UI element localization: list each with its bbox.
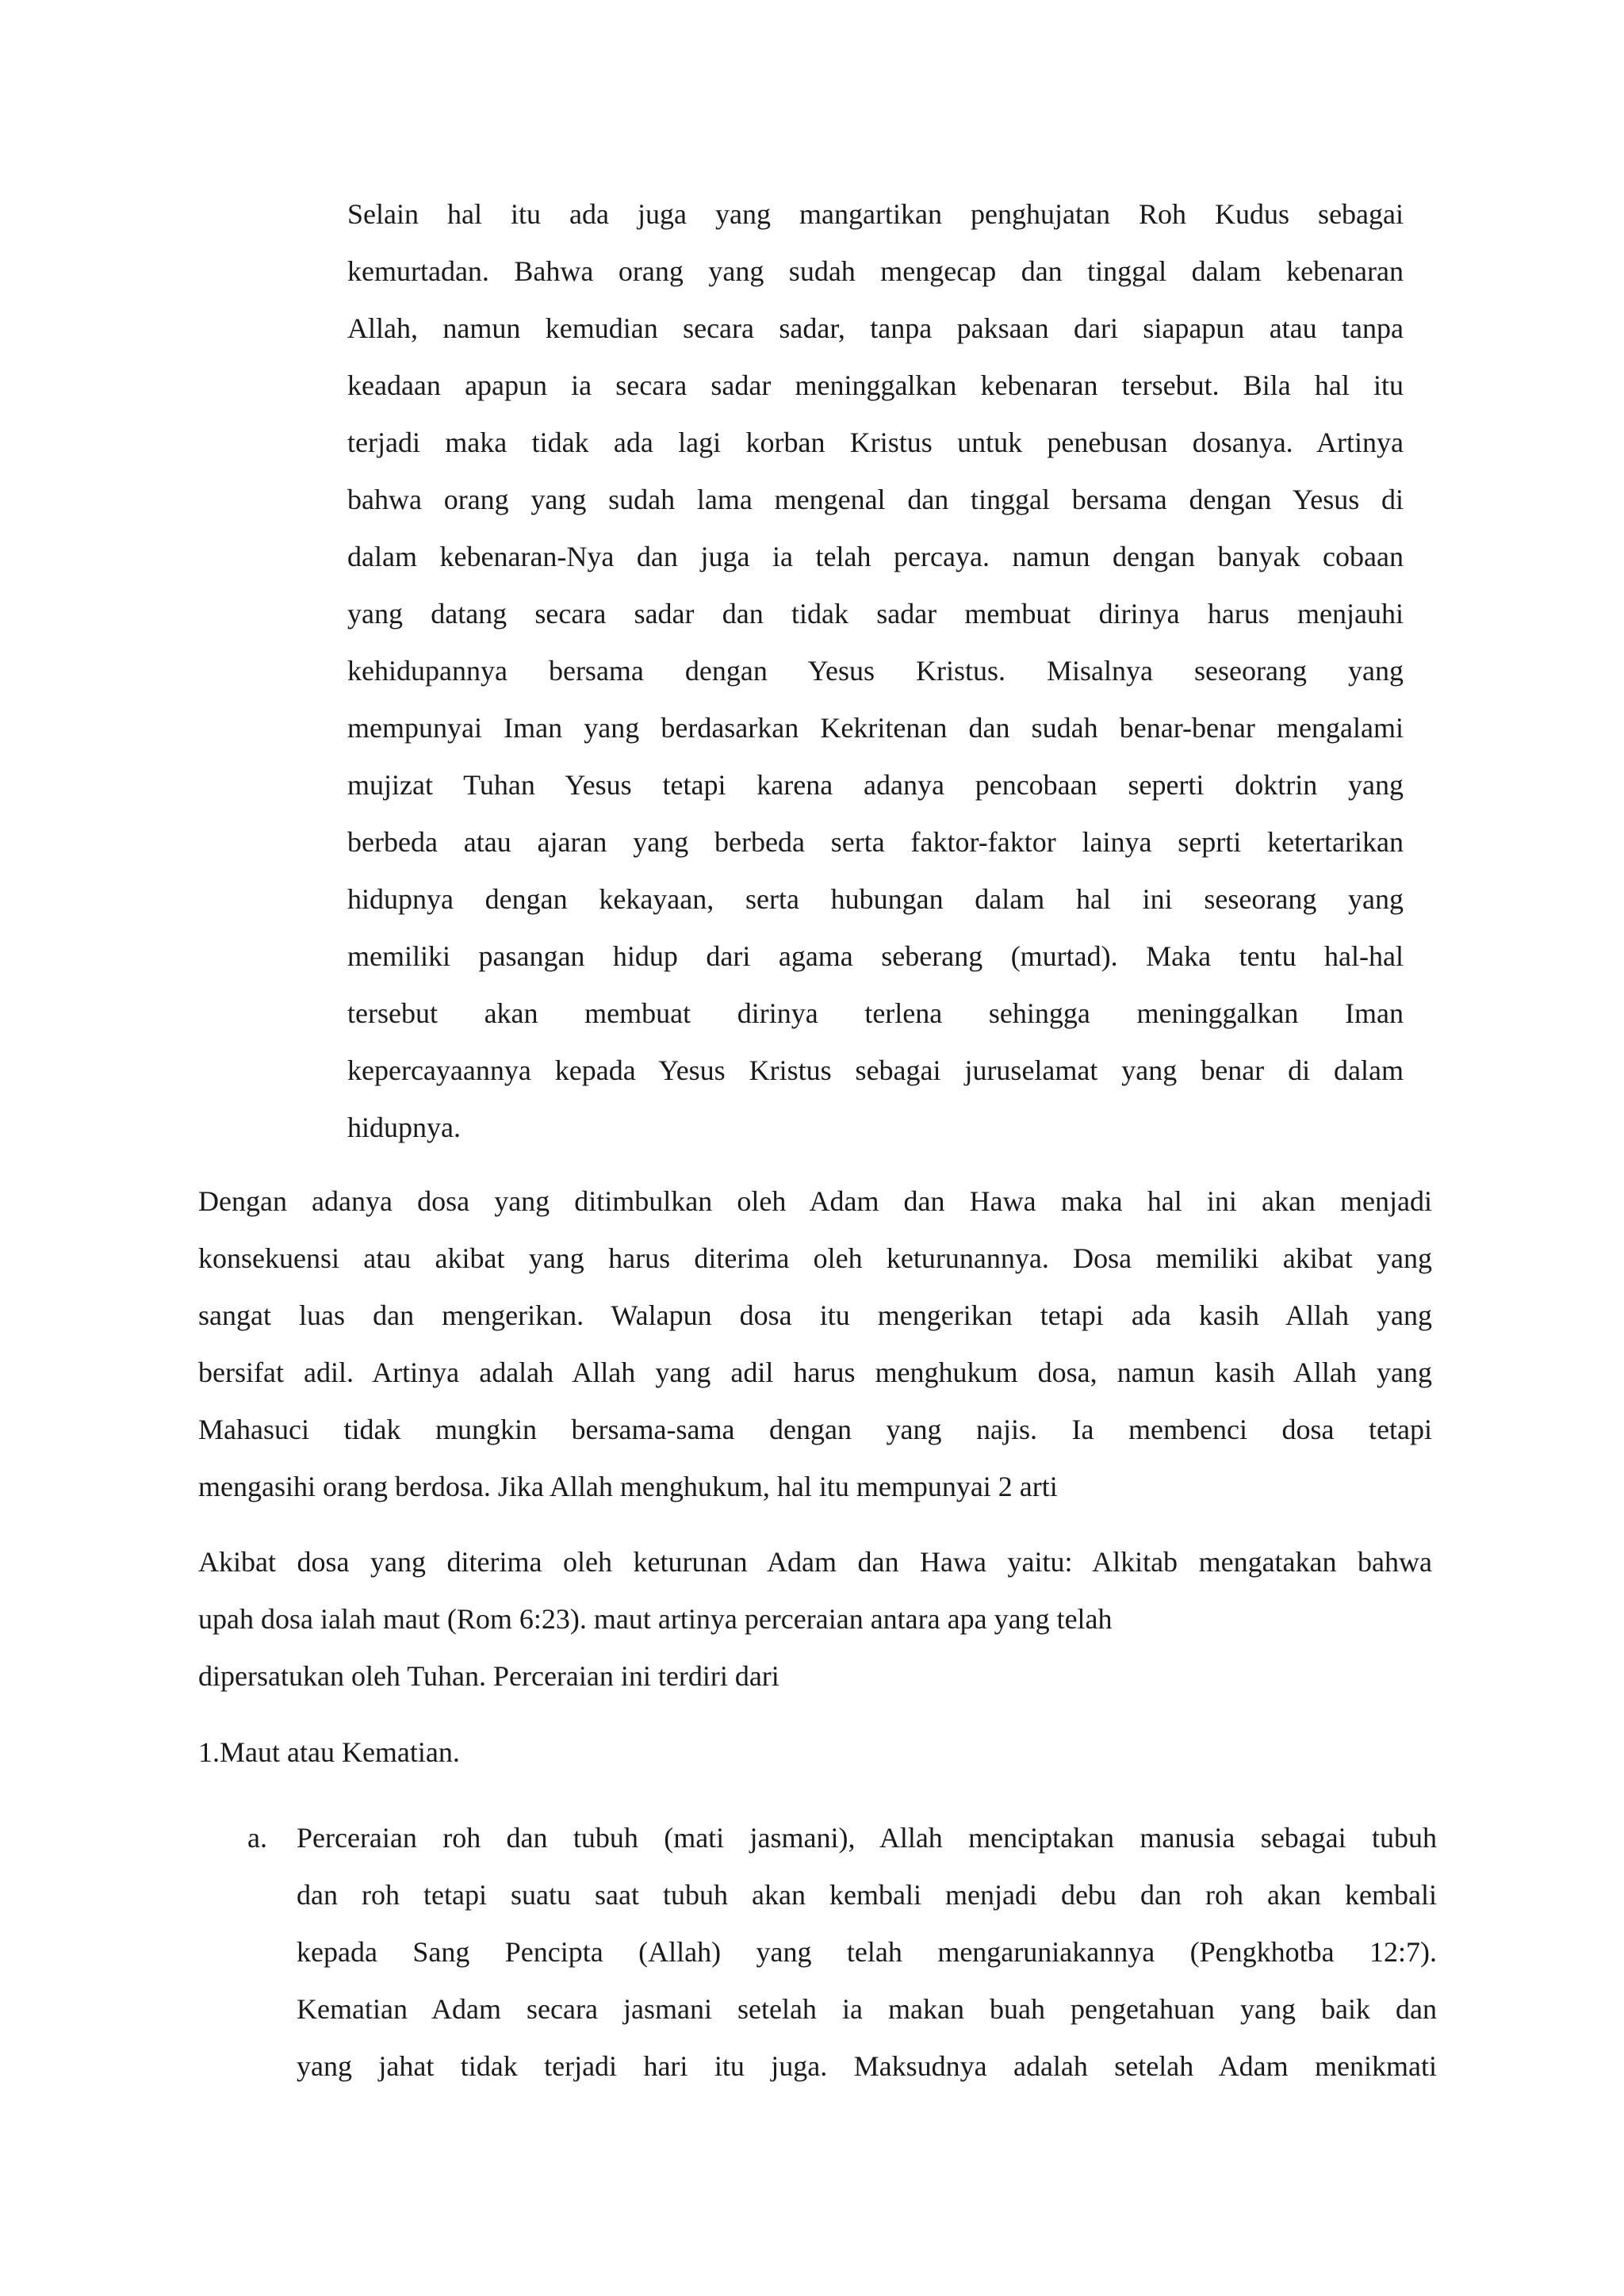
- paragraph-line: konsekuensi atau akibat yang harus diterima oleh keturunannya. Dosa memiliki akibat yang: [198, 1242, 1432, 1274]
- list-marker: a.: [247, 1822, 267, 1854]
- paragraph-line: Dengan adanya dosa yang ditimbulkan oleh Adam dan Hawa maka hal ini akan menjadi: [198, 1185, 1432, 1217]
- paragraph-line: dan roh tetapi suatu saat tubuh akan kembali menjadi debu dan roh akan kembali: [297, 1879, 1437, 1911]
- paragraph-effects-of-sin: [198, 1533, 1432, 1705]
- paragraph-line: Akibat dosa yang diterima oleh keturunan Adam dan Hawa yaitu: Alkitab mengatakan bahwa: [198, 1546, 1432, 1578]
- paragraph-line: Kematian Adam secara jasmani setelah ia makan buah pengetahuan yang baik dan: [297, 1993, 1437, 2025]
- paragraph-line: mempunyai Iman yang berdasarkan Kekritenan dan sudah benar-benar mengalami: [347, 712, 1404, 744]
- paragraph-consequences: [198, 1173, 1432, 1515]
- paragraph-line: tersebut akan membuat dirinya terlena sehingga meninggalkan Iman: [347, 997, 1404, 1029]
- paragraph-line: Selain hal itu ada juga yang mangartikan penghujatan Roh Kudus sebagai: [347, 198, 1404, 230]
- paragraph-line: mengasihi orang berdosa. Jika Allah menghukum, hal itu mempunyai 2 arti: [198, 1471, 1058, 1502]
- paragraph-line: upah dosa ialah maut (Rom 6:23). maut artinya perceraian antara apa yang telah: [198, 1603, 1113, 1635]
- paragraph-line: yang jahat tidak terjadi hari itu juga. Maksudnya adalah setelah Adam menikmati: [297, 2050, 1437, 2082]
- paragraph-line: memiliki pasangan hidup dari agama seberang (murtad). Maka tentu hal-hal: [347, 940, 1404, 972]
- paragraph-line: mujizat Tuhan Yesus tetapi karena adanya pencobaan seperti doktrin yang: [347, 769, 1404, 801]
- paragraph-line: Mahasuci tidak mungkin bersama-sama dengan yang najis. Ia membenci dosa tetapi: [198, 1414, 1432, 1445]
- paragraph-line: kepercayaannya kepada Yesus Kristus sebagai juruselamat yang benar di dalam: [347, 1054, 1404, 1086]
- paragraph-line: terjadi maka tidak ada lagi korban Kristus untuk penebusan dosanya. Artinya: [347, 427, 1404, 458]
- paragraph-line: kehidupannya bersama dengan Yesus Kristus. Misalnya seseorang yang: [347, 655, 1404, 687]
- paragraph-line: bahwa orang yang sudah lama mengenal dan tinggal bersama dengan Yesus di: [347, 484, 1404, 515]
- section-heading: 1.Maut atau Kematian.: [198, 1736, 460, 1768]
- paragraph-line: sangat luas dan mengerikan. Walapun dosa itu mengerikan tetapi ada kasih Allah yang: [198, 1299, 1432, 1331]
- paragraph-line: berbeda atau ajaran yang berbeda serta faktor-faktor lainya seprti ketertarikan: [347, 826, 1404, 858]
- paragraph-line: hidupnya dengan kekayaan, serta hubungan dalam hal ini seseorang yang: [347, 883, 1404, 915]
- paragraph-line: Allah, namun kemudian secara sadar, tanpa paksaan dari siapapun atau tanpa: [347, 312, 1404, 344]
- paragraph-line: bersifat adil. Artinya adalah Allah yang adil harus menghukum dosa, namun kasih Allah yang: [198, 1357, 1432, 1388]
- paragraph-line: kemurtadan. Bahwa orang yang sudah mengecap dan tinggal dalam kebenaran: [347, 255, 1404, 287]
- paragraph-line: dalam kebenaran-Nya dan juga ia telah percaya. namun dengan banyak cobaan: [347, 541, 1404, 572]
- paragraph-line: yang datang secara sadar dan tidak sadar membuat dirinya harus menjauhi: [347, 598, 1404, 629]
- paragraph-line: kepada Sang Pencipta (Allah) yang telah mengaruniakannya (Pengkhotba 12:7).: [297, 1936, 1437, 1968]
- paragraph-line: Perceraian roh dan tubuh (mati jasmani), Allah menciptakan manusia sebagai tubuh: [297, 1822, 1437, 1854]
- paragraph-line: keadaan apapun ia secara sadar meninggalkan kebenaran tersebut. Bila hal itu: [347, 369, 1404, 401]
- list-item-body: [297, 1809, 1437, 2095]
- paragraph-line: dipersatukan oleh Tuhan. Perceraian ini terdiri dari: [198, 1660, 779, 1692]
- paragraph-line: hidupnya.: [347, 1112, 461, 1143]
- indented-paragraph: [347, 186, 1404, 1156]
